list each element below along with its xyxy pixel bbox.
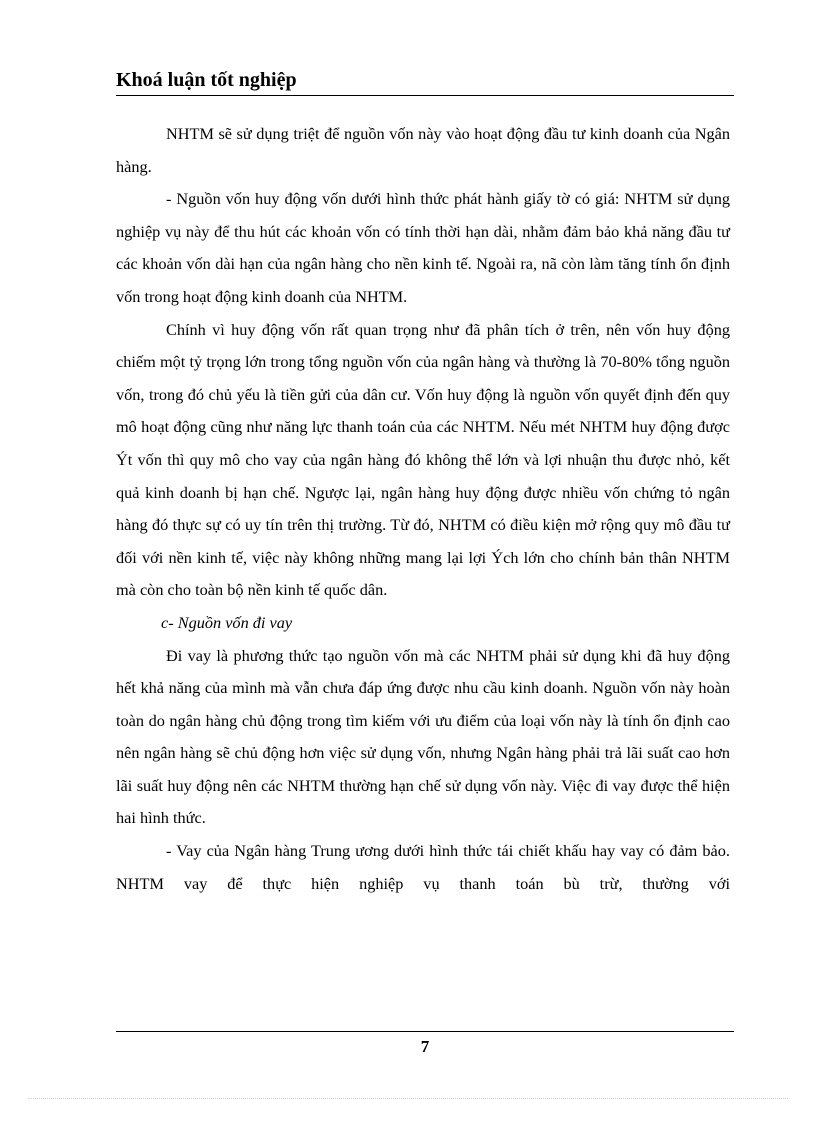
paragraph: Đi vay là phương thức tạo nguồn vốn mà các NHTM phải sử dụng khi đã huy động hết khả năng của mình mà vẫn chưa đáp ứng được nhu cầu kinh doanh. Nguồn vốn này hoàn toàn do ngân hàng chủ động trong tìm kiếm với ưu điểm của loại vốn này là tính ổn định cao nên ngân hàng sẽ chủ động hơn việc sử dụng vốn, nhưng Ngân hàng phải trả lãi suất cao hơn lãi suất huy động nên các NHTM thường hạn chế sử dụng vốn này. Việc đi vay được thể hiện hai hình thức. [116,645,730,828]
footer-divider [116,1031,734,1032]
page-header-title: Khoá luận tốt nghiệp [116,69,297,91]
section-heading: c- Nguồn vốn đi vay [161,612,293,632]
paragraph: NHTM sẽ sử dụng triệt để nguồn vốn này vào hoạt động đầu tư kinh doanh của Ngân hàng. [116,124,730,176]
paragraph: - Nguồn vốn huy động vốn dưới hình thức phát hành giấy tờ có giá: NHTM sử dụng nghiệp vụ này để thu hút các khoản vốn có tính thời hạn dài, nhằm đảm bảo khả năng đầu tư các khoản vốn dài hạn của ngân hàng cho nền kinh tế. Ngoài ra, nã còn làm tăng tính ổn định vốn trong hoạt động kinh doanh của NHTM. [116,189,730,306]
page-number: 7 [420,1037,430,1056]
paragraph: - Vay của Ngân hàng Trung ương dưới hình thức tái chiết khấu hay vay có đảm bảo. NHTM vay để thực hiện nghiệp vụ thanh toán bù trừ, thường với [116,841,730,893]
page-break-line [28,1098,788,1099]
paragraph: Chính vì huy động vốn rất quan trọng như đã phân tích ở trên, nên vốn huy động chiếm một tỷ trọng lớn trong tổng nguồn vốn của ngân hàng và thường là 70-80% tổng nguồn vốn, trong đó chủ yếu là tiền gửi của dân cư. Vốn huy động là nguồn vốn quyết định đến quy mô hoạt động cũng như năng lực thanh toán của các NHTM. Nếu mét NHTM huy động được Ýt vốn thì quy mô cho vay của ngân hàng đó không thể lớn và lợi nhuận thu được nhỏ, kết quả kinh doanh bị hạn chế. Ngược lại, ngân hàng huy động được nhiều vốn chứng tỏ ngân hàng đó thực sự có uy tín trên thị trường. Từ đó, NHTM có điều kiện mở rộng quy mô đầu tư đối với nền kinh tế, việc này không những mang lại lợi Ých lớn cho chính bản thân NHTM mà còn cho toàn bộ nền kinh tế quốc dân. [116,319,730,600]
document-body [116,118,730,900]
header-divider [116,95,734,96]
